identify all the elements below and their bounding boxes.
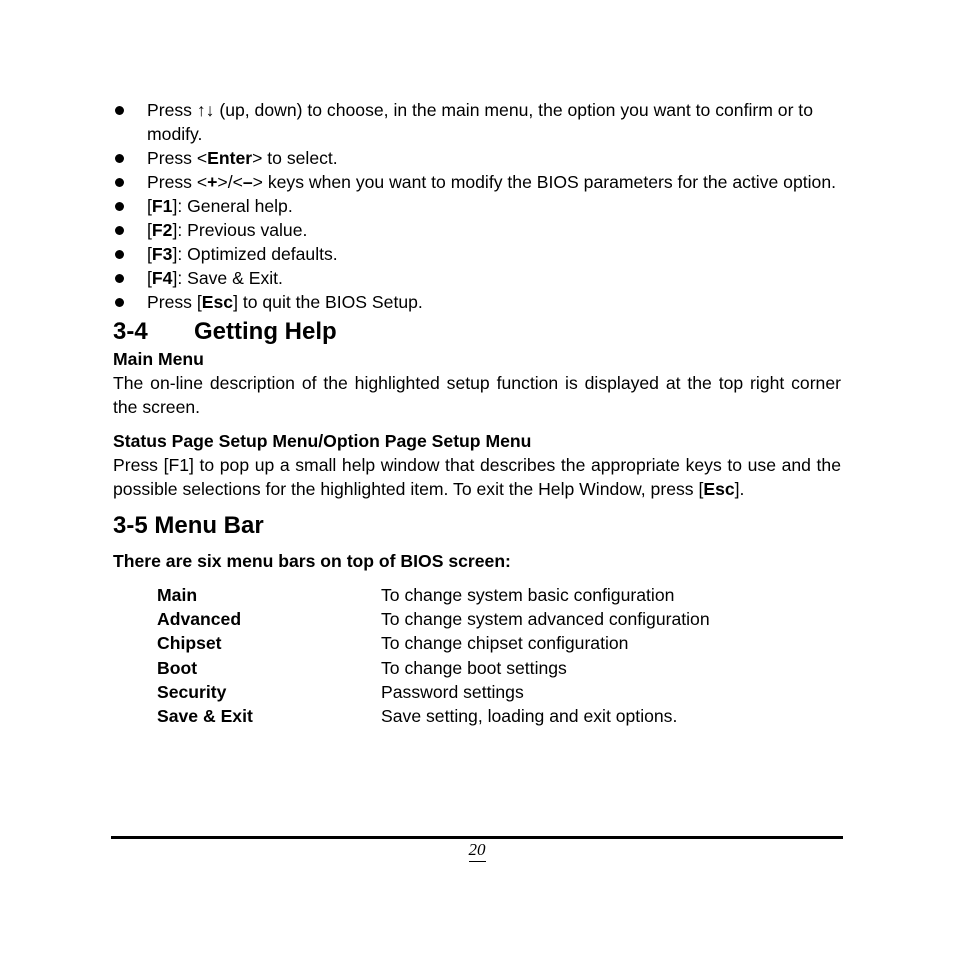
- menu-description: To change system advanced configuration: [381, 609, 710, 630]
- list-item: [F3]: Optimized defaults.: [113, 242, 841, 266]
- main-menu-paragraph: The on-line description of the highlighted setup function is displayed at the top right corner the screen.: [113, 373, 841, 417]
- status-page-paragraph: Press [F1] to pop up a small help window that describes the appropriate keys to use and the possible selections for the highlighted item. To exit the Help Window, press [Esc].: [113, 455, 841, 499]
- bullet-icon: [115, 154, 124, 163]
- bullet-icon: [115, 274, 124, 283]
- menu-name: Save & Exit: [157, 706, 253, 727]
- menu-description: To change boot settings: [381, 657, 567, 678]
- table-row: [157, 631, 841, 655]
- list-item: [F4]: Save & Exit.: [113, 266, 841, 290]
- bullet-icon: [115, 250, 124, 259]
- key-instructions-list: [113, 98, 841, 314]
- menu-description: To change system basic configuration: [381, 585, 675, 605]
- menu-name: Chipset: [157, 633, 222, 654]
- section-heading-getting-help: 3-4 Getting Help: [113, 318, 337, 345]
- list-item: Press <Enter> to select.: [113, 146, 841, 170]
- subheading-main-menu: Main Menu: [113, 349, 204, 369]
- table-row: [157, 704, 841, 728]
- list-item: [F1]: General help.: [113, 194, 841, 218]
- list-item: Press [Esc] to quit the BIOS Setup.: [113, 290, 841, 314]
- menu-name: Boot: [157, 657, 198, 678]
- table-row: [157, 607, 841, 631]
- section-heading-menu-bar: 3-5 Menu Bar: [113, 512, 264, 539]
- subheading-status-page: Status Page Setup Menu/Option Page Setup Menu: [113, 431, 532, 451]
- document-page: [113, 98, 841, 728]
- subheading-six-menu-bars: There are six menu bars on top of BIOS screen:: [113, 551, 511, 571]
- table-row: [157, 656, 841, 680]
- bullet-icon: [115, 298, 124, 307]
- menu-description: To change chipset configuration: [381, 633, 629, 654]
- table-row: [157, 583, 841, 607]
- list-item: [F2]: Previous value.: [113, 218, 841, 242]
- list-item: Press <+>/<–> keys when you want to modify the BIOS parameters for the active option.: [113, 170, 841, 194]
- bullet-icon: [115, 202, 124, 211]
- page-number: 20: [0, 840, 954, 860]
- menu-description: Password settings: [381, 681, 524, 702]
- list-item: Press ↑↓ (up, down) to choose, in the main menu, the option you want to confirm or to modify.: [113, 98, 841, 146]
- menu-name: Main: [157, 585, 198, 605]
- bullet-icon: [115, 226, 124, 235]
- bullet-icon: [115, 178, 124, 187]
- bullet-icon: [115, 106, 124, 115]
- table-row: [157, 680, 841, 704]
- menu-name: Advanced: [157, 609, 242, 630]
- menu-bar-table: [157, 583, 841, 728]
- footer-divider: [111, 836, 843, 839]
- menu-name: Security: [157, 681, 227, 702]
- menu-description: Save setting, loading and exit options.: [381, 706, 678, 727]
